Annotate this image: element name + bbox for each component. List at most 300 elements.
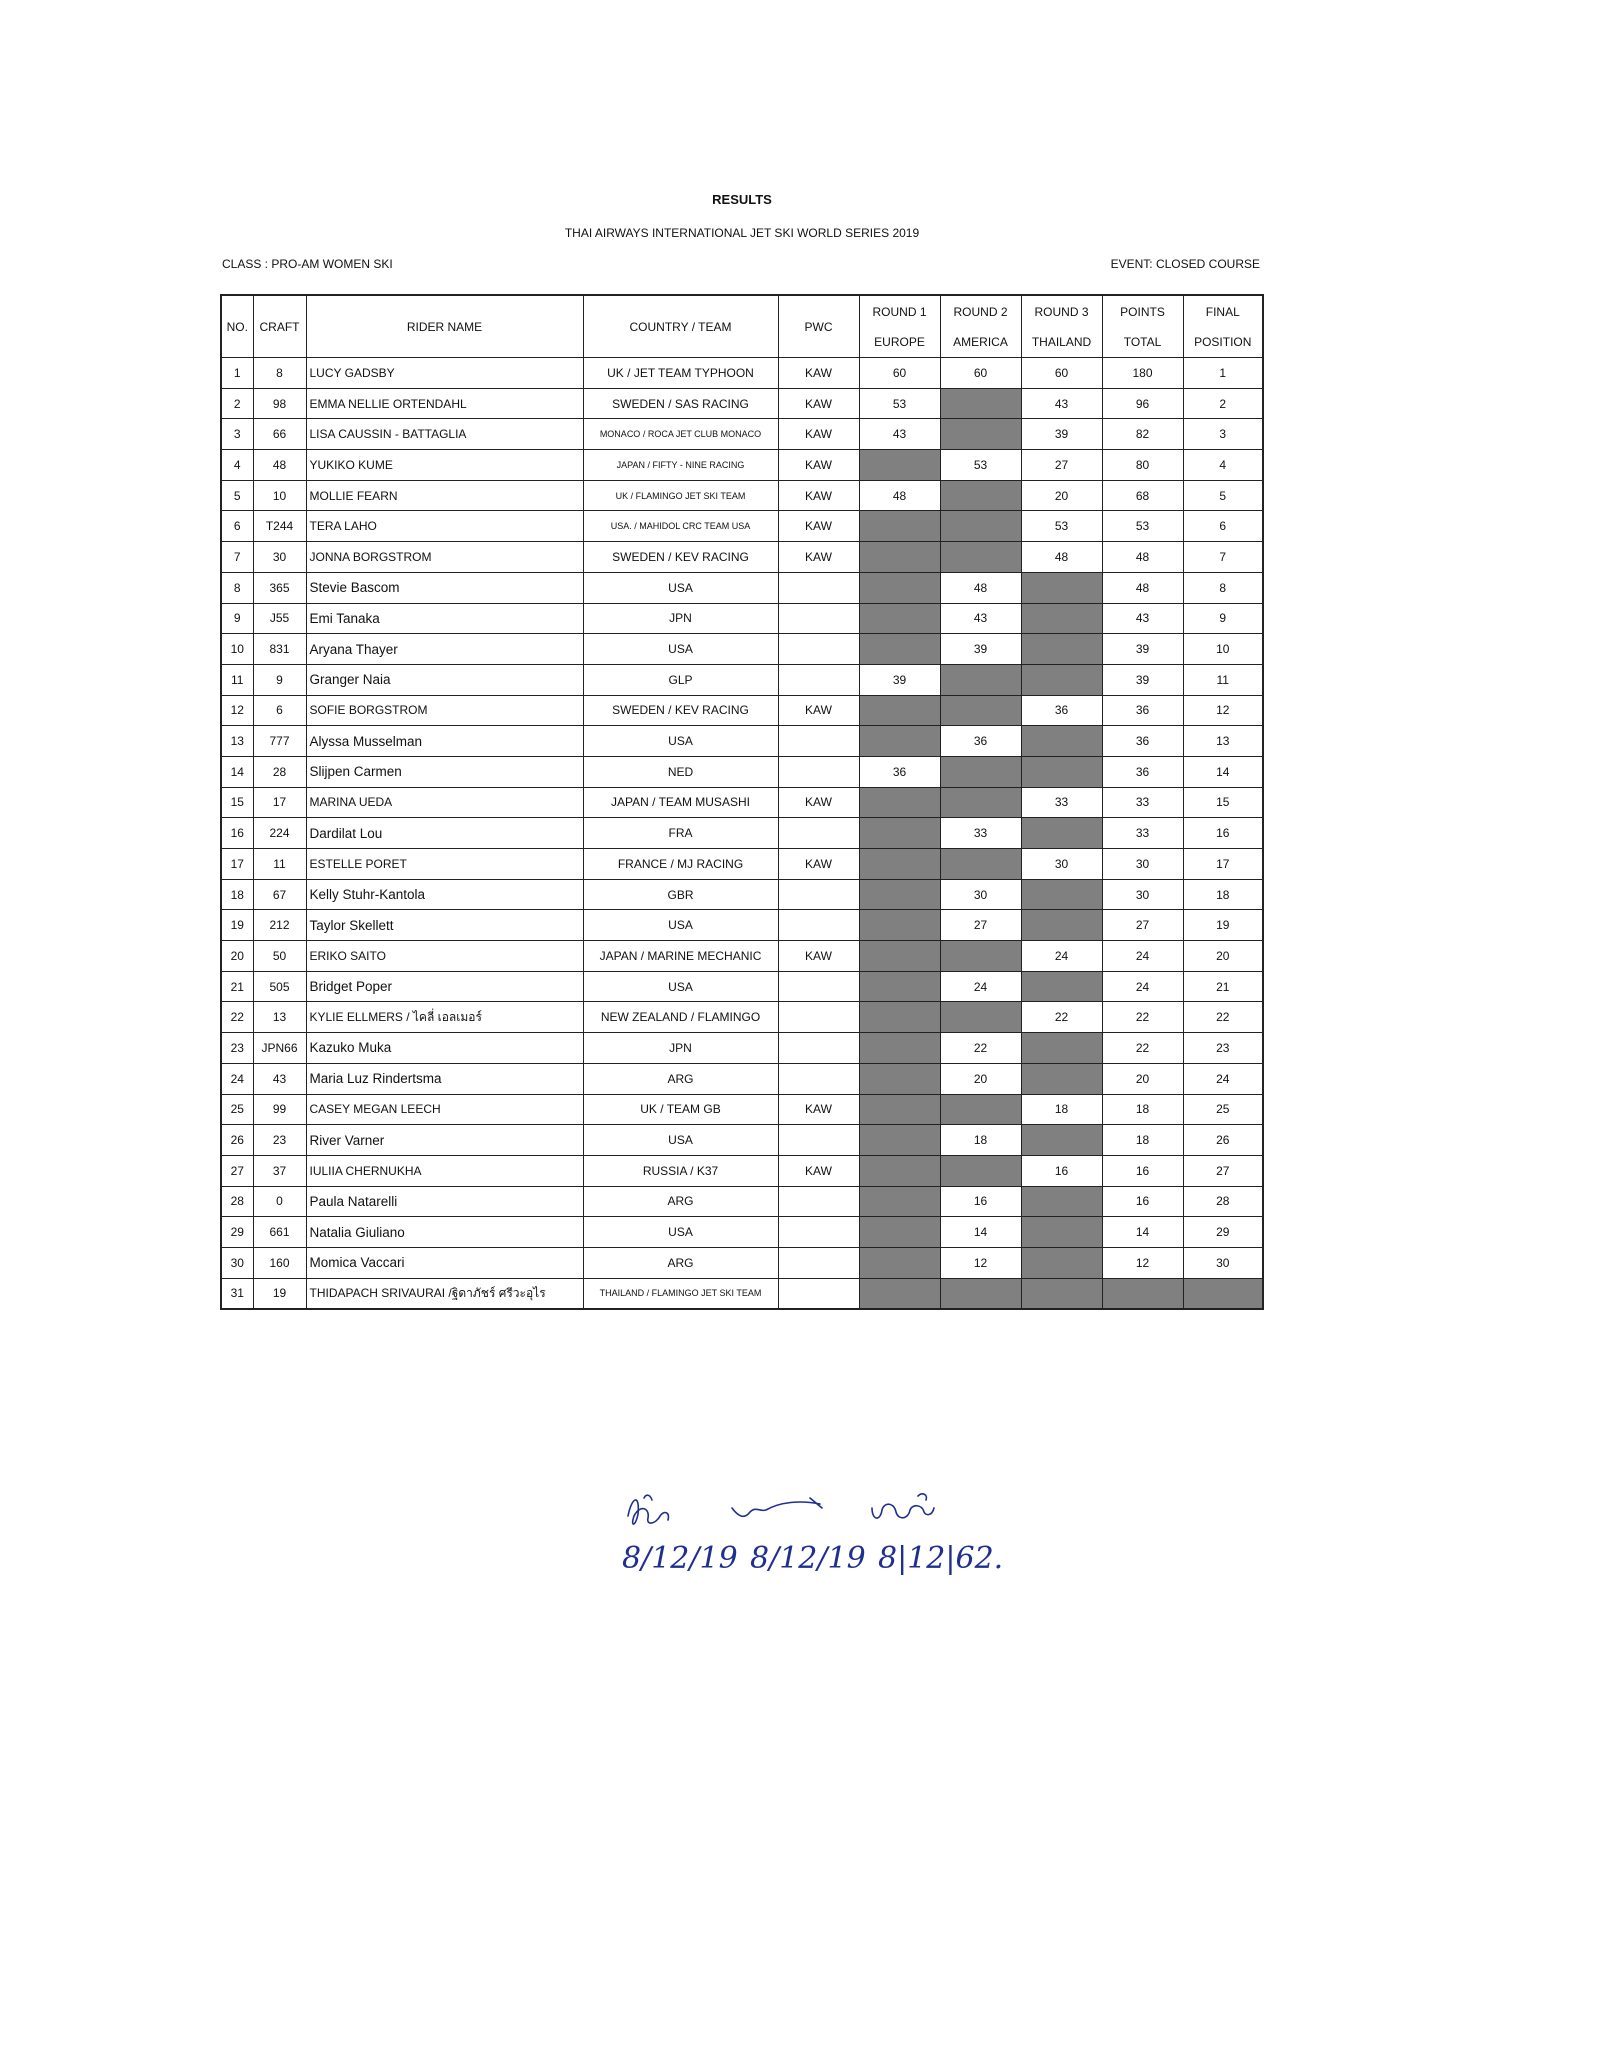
cell-final-position: 2 (1183, 388, 1263, 419)
cell-no: 7 (221, 542, 253, 573)
cell-pwc (778, 910, 859, 941)
cell-round2 (940, 695, 1021, 726)
cell-craft: 30 (253, 542, 306, 573)
table-row (221, 971, 1263, 1002)
cell-points-total: 82 (1102, 419, 1183, 450)
cell-round2: 53 (940, 450, 1021, 481)
cell-pwc: KAW (778, 358, 859, 389)
cell-rider-name: THIDAPACH SRIVAURAI /ฐิดาภัชร์ ศรีวะอุไร (306, 1278, 583, 1309)
cell-rider-name: Emi Tanaka (306, 603, 583, 634)
cell-round3: 39 (1021, 419, 1102, 450)
cell-craft: 661 (253, 1217, 306, 1248)
table-row (221, 941, 1263, 972)
cell-points-total: 20 (1102, 1063, 1183, 1094)
cell-points-total: 36 (1102, 726, 1183, 757)
cell-round3 (1021, 664, 1102, 695)
cell-no: 23 (221, 1033, 253, 1064)
cell-points-total: 80 (1102, 450, 1183, 481)
header-round3-label: ROUND 3 (1034, 304, 1089, 319)
cell-points-total: 53 (1102, 511, 1183, 542)
cell-craft: T244 (253, 511, 306, 542)
cell-points-total: 33 (1102, 818, 1183, 849)
cell-country-team: SWEDEN / SAS RACING (583, 388, 778, 419)
cell-rider-name: Dardilat Lou (306, 818, 583, 849)
cell-points-total: 22 (1102, 1002, 1183, 1033)
cell-country-team: USA (583, 971, 778, 1002)
cell-points-total: 180 (1102, 358, 1183, 389)
cell-no: 24 (221, 1063, 253, 1094)
cell-round3 (1021, 818, 1102, 849)
cell-country-team: ARG (583, 1247, 778, 1278)
cell-pwc (778, 1063, 859, 1094)
cell-round2 (940, 664, 1021, 695)
cell-country-team: RUSSIA / K37 (583, 1155, 778, 1186)
cell-points-total: 24 (1102, 941, 1183, 972)
cell-country-team: JAPAN / TEAM MUSASHI (583, 787, 778, 818)
table-row (221, 910, 1263, 941)
cell-pwc: KAW (778, 450, 859, 481)
cell-final-position: 4 (1183, 450, 1263, 481)
cell-craft: 6 (253, 695, 306, 726)
cell-round3 (1021, 1063, 1102, 1094)
signature-date-1: 8/12/19 (622, 1541, 738, 1576)
cell-craft: 8 (253, 358, 306, 389)
cell-rider-name: TERA LAHO (306, 511, 583, 542)
cell-craft: 37 (253, 1155, 306, 1186)
cell-rider-name: River Varner (306, 1125, 583, 1156)
cell-round3 (1021, 634, 1102, 665)
cell-round1 (859, 879, 940, 910)
cell-round1: 39 (859, 664, 940, 695)
cell-no: 10 (221, 634, 253, 665)
cell-no: 6 (221, 511, 253, 542)
cell-craft: 13 (253, 1002, 306, 1033)
cell-round2: 48 (940, 572, 1021, 603)
cell-round3 (1021, 910, 1102, 941)
cell-points-total: 43 (1102, 603, 1183, 634)
handwritten-signatures (610, 1486, 1030, 1586)
table-row (221, 1125, 1263, 1156)
cell-round3: 24 (1021, 941, 1102, 972)
cell-round1 (859, 1125, 940, 1156)
cell-no: 13 (221, 726, 253, 757)
cell-rider-name: KYLIE ELLMERS / ไคลี่ เอลเมอร์ (306, 1002, 583, 1033)
cell-round1 (859, 1063, 940, 1094)
header-no: NO. (221, 295, 253, 358)
cell-craft: 98 (253, 388, 306, 419)
cell-round3: 53 (1021, 511, 1102, 542)
table-row (221, 664, 1263, 695)
cell-pwc: KAW (778, 419, 859, 450)
cell-round2 (940, 1278, 1021, 1309)
table-row (221, 1186, 1263, 1217)
cell-no: 8 (221, 572, 253, 603)
cell-round2 (940, 388, 1021, 419)
header-row (221, 295, 1263, 358)
cell-points-total: 12 (1102, 1247, 1183, 1278)
cell-pwc: KAW (778, 695, 859, 726)
cell-pwc (778, 572, 859, 603)
cell-round3: 33 (1021, 787, 1102, 818)
cell-no: 29 (221, 1217, 253, 1248)
cell-craft: 28 (253, 756, 306, 787)
cell-pwc (778, 971, 859, 1002)
cell-round3: 27 (1021, 450, 1102, 481)
cell-round3: 48 (1021, 542, 1102, 573)
cell-country-team: USA (583, 634, 778, 665)
header-rider-name: RIDER NAME (306, 295, 583, 358)
cell-final-position: 19 (1183, 910, 1263, 941)
header-country-team: COUNTRY / TEAM (583, 295, 778, 358)
cell-round1 (859, 572, 940, 603)
cell-craft: 50 (253, 941, 306, 972)
table-row (221, 511, 1263, 542)
cell-country-team: THAILAND / FLAMINGO JET SKI TEAM (583, 1278, 778, 1309)
cell-craft: 67 (253, 879, 306, 910)
cell-craft: J55 (253, 603, 306, 634)
cell-craft: 9 (253, 664, 306, 695)
cell-round1 (859, 1033, 940, 1064)
cell-country-team: USA. / MAHIDOL CRC TEAM USA (583, 511, 778, 542)
cell-final-position: 22 (1183, 1002, 1263, 1033)
cell-craft: JPN66 (253, 1033, 306, 1064)
cell-round3 (1021, 1186, 1102, 1217)
cell-round2: 60 (940, 358, 1021, 389)
cell-round1 (859, 450, 940, 481)
cell-pwc: KAW (778, 849, 859, 880)
cell-no: 9 (221, 603, 253, 634)
cell-pwc (778, 1125, 859, 1156)
cell-rider-name: Momica Vaccari (306, 1247, 583, 1278)
cell-final-position: 25 (1183, 1094, 1263, 1125)
cell-country-team: SWEDEN / KEV RACING (583, 542, 778, 573)
cell-round1 (859, 910, 940, 941)
cell-country-team: NED (583, 756, 778, 787)
table-row (221, 1155, 1263, 1186)
cell-round1 (859, 511, 940, 542)
cell-round3: 16 (1021, 1155, 1102, 1186)
cell-no: 22 (221, 1002, 253, 1033)
cell-craft: 505 (253, 971, 306, 1002)
cell-pwc (778, 756, 859, 787)
cell-country-team: UK / FLAMINGO JET SKI TEAM (583, 480, 778, 511)
cell-country-team: GLP (583, 664, 778, 695)
cell-round1: 43 (859, 419, 940, 450)
cell-points-total: 36 (1102, 756, 1183, 787)
cell-craft: 48 (253, 450, 306, 481)
cell-pwc (778, 879, 859, 910)
cell-pwc (778, 664, 859, 695)
cell-round3 (1021, 879, 1102, 910)
cell-rider-name: JONNA BORGSTROM (306, 542, 583, 573)
cell-points-total: 27 (1102, 910, 1183, 941)
cell-points-total: 24 (1102, 971, 1183, 1002)
cell-round2 (940, 1155, 1021, 1186)
cell-pwc: KAW (778, 1094, 859, 1125)
cell-country-team: FRANCE / MJ RACING (583, 849, 778, 880)
cell-round3 (1021, 971, 1102, 1002)
cell-round2: 43 (940, 603, 1021, 634)
cell-rider-name: Slijpen Carmen (306, 756, 583, 787)
cell-round2: 22 (940, 1033, 1021, 1064)
cell-final-position: 28 (1183, 1186, 1263, 1217)
header-round3 (1021, 295, 1102, 358)
cell-pwc (778, 1278, 859, 1309)
cell-round3 (1021, 1247, 1102, 1278)
cell-no: 2 (221, 388, 253, 419)
cell-no: 5 (221, 480, 253, 511)
cell-round2 (940, 1094, 1021, 1125)
header-points-label: POINTS (1120, 304, 1165, 319)
cell-no: 19 (221, 910, 253, 941)
cell-rider-name: Aryana Thayer (306, 634, 583, 665)
cell-country-team: SWEDEN / KEV RACING (583, 695, 778, 726)
table-row (221, 1217, 1263, 1248)
cell-round2: 20 (940, 1063, 1021, 1094)
cell-round2 (940, 1002, 1021, 1033)
cell-round2: 18 (940, 1125, 1021, 1156)
cell-round3: 30 (1021, 849, 1102, 880)
cell-country-team: GBR (583, 879, 778, 910)
cell-pwc (778, 1033, 859, 1064)
cell-round1 (859, 1186, 940, 1217)
cell-craft: 160 (253, 1247, 306, 1278)
cell-no: 27 (221, 1155, 253, 1186)
header-craft: CRAFT (253, 295, 306, 358)
cell-points-total: 39 (1102, 664, 1183, 695)
table-row (221, 879, 1263, 910)
cell-craft: 0 (253, 1186, 306, 1217)
cell-pwc (778, 1186, 859, 1217)
cell-pwc: KAW (778, 542, 859, 573)
cell-round2: 30 (940, 879, 1021, 910)
cell-pwc (778, 603, 859, 634)
cell-round1 (859, 818, 940, 849)
cell-country-team: JAPAN / FIFTY - NINE RACING (583, 450, 778, 481)
header-points-total (1102, 295, 1183, 358)
table-row (221, 572, 1263, 603)
cell-points-total: 30 (1102, 879, 1183, 910)
cell-round2 (940, 480, 1021, 511)
table-row (221, 480, 1263, 511)
cell-final-position: 24 (1183, 1063, 1263, 1094)
cell-round1 (859, 603, 940, 634)
cell-points-total: 39 (1102, 634, 1183, 665)
cell-pwc (778, 1217, 859, 1248)
cell-round3 (1021, 572, 1102, 603)
cell-final-position: 26 (1183, 1125, 1263, 1156)
header-round1-location: EUROPE (874, 334, 925, 349)
cell-round1 (859, 941, 940, 972)
cell-rider-name: MARINA UEDA (306, 787, 583, 818)
cell-round1 (859, 695, 940, 726)
cell-no: 20 (221, 941, 253, 972)
cell-pwc (778, 1002, 859, 1033)
cell-points-total: 48 (1102, 572, 1183, 603)
cell-points-total: 18 (1102, 1125, 1183, 1156)
cell-final-position (1183, 1278, 1263, 1309)
cell-round1 (859, 634, 940, 665)
table-row (221, 603, 1263, 634)
cell-pwc (778, 818, 859, 849)
cell-rider-name: Maria Luz Rindertsma (306, 1063, 583, 1094)
cell-country-team: FRA (583, 818, 778, 849)
table-row (221, 358, 1263, 389)
cell-round2: 39 (940, 634, 1021, 665)
cell-no: 17 (221, 849, 253, 880)
cell-rider-name: Granger Naia (306, 664, 583, 695)
cell-craft: 365 (253, 572, 306, 603)
cell-no: 18 (221, 879, 253, 910)
cell-round3 (1021, 1217, 1102, 1248)
cell-round1 (859, 1278, 940, 1309)
cell-country-team: JPN (583, 603, 778, 634)
cell-final-position: 5 (1183, 480, 1263, 511)
cell-final-position: 14 (1183, 756, 1263, 787)
table-row (221, 542, 1263, 573)
cell-round3: 43 (1021, 388, 1102, 419)
cell-no: 15 (221, 787, 253, 818)
cell-round1 (859, 787, 940, 818)
cell-points-total (1102, 1278, 1183, 1309)
cell-pwc: KAW (778, 480, 859, 511)
cell-points-total: 16 (1102, 1186, 1183, 1217)
table-row (221, 1278, 1263, 1309)
cell-country-team: MONACO / ROCA JET CLUB MONACO (583, 419, 778, 450)
cell-pwc: KAW (778, 787, 859, 818)
signature-date-2: 8/12/19 (750, 1541, 866, 1576)
cell-final-position: 6 (1183, 511, 1263, 542)
cell-round1: 53 (859, 388, 940, 419)
cell-no: 30 (221, 1247, 253, 1278)
cell-no: 25 (221, 1094, 253, 1125)
cell-points-total: 68 (1102, 480, 1183, 511)
cell-round3 (1021, 603, 1102, 634)
cell-points-total: 36 (1102, 695, 1183, 726)
cell-round1: 60 (859, 358, 940, 389)
table-row (221, 634, 1263, 665)
cell-final-position: 30 (1183, 1247, 1263, 1278)
cell-pwc (778, 634, 859, 665)
cell-country-team: JPN (583, 1033, 778, 1064)
cell-craft: 23 (253, 1125, 306, 1156)
cell-round3: 18 (1021, 1094, 1102, 1125)
cell-rider-name: LISA CAUSSIN - BATTAGLIA (306, 419, 583, 450)
table-row (221, 450, 1263, 481)
cell-rider-name: SOFIE BORGSTROM (306, 695, 583, 726)
cell-final-position: 3 (1183, 419, 1263, 450)
cell-points-total: 18 (1102, 1094, 1183, 1125)
cell-round1: 36 (859, 756, 940, 787)
cell-round2: 14 (940, 1217, 1021, 1248)
cell-final-position: 23 (1183, 1033, 1263, 1064)
cell-country-team: ARG (583, 1063, 778, 1094)
cell-craft: 99 (253, 1094, 306, 1125)
cell-country-team: USA (583, 1217, 778, 1248)
cell-round2 (940, 941, 1021, 972)
cell-final-position: 27 (1183, 1155, 1263, 1186)
cell-final-position: 21 (1183, 971, 1263, 1002)
cell-no: 31 (221, 1278, 253, 1309)
cell-round1 (859, 1155, 940, 1186)
cell-pwc: KAW (778, 511, 859, 542)
cell-round3: 20 (1021, 480, 1102, 511)
header-round1 (859, 295, 940, 358)
table-row (221, 849, 1263, 880)
cell-country-team: USA (583, 572, 778, 603)
cell-rider-name: Stevie Bascom (306, 572, 583, 603)
cell-round3 (1021, 1125, 1102, 1156)
table-row (221, 1002, 1263, 1033)
cell-country-team: UK / JET TEAM TYPHOON (583, 358, 778, 389)
results-table (220, 294, 1264, 1310)
signature-date-3: 8|12|62. (878, 1541, 1004, 1576)
cell-no: 12 (221, 695, 253, 726)
cell-pwc (778, 1247, 859, 1278)
cell-rider-name: Kelly Stuhr-Kantola (306, 879, 583, 910)
cell-round1 (859, 971, 940, 1002)
cell-round2: 27 (940, 910, 1021, 941)
header-round2-location: AMERICA (953, 334, 1008, 349)
cell-round2: 24 (940, 971, 1021, 1002)
table-row (221, 1063, 1263, 1094)
signature-area (610, 1486, 1030, 1586)
cell-country-team: USA (583, 726, 778, 757)
cell-points-total: 22 (1102, 1033, 1183, 1064)
table-row (221, 419, 1263, 450)
cell-rider-name: ESTELLE PORET (306, 849, 583, 880)
cell-rider-name: YUKIKO KUME (306, 450, 583, 481)
cell-points-total: 48 (1102, 542, 1183, 573)
cell-round3 (1021, 1033, 1102, 1064)
cell-no: 28 (221, 1186, 253, 1217)
cell-rider-name: MOLLIE FEARN (306, 480, 583, 511)
cell-final-position: 18 (1183, 879, 1263, 910)
cell-craft: 66 (253, 419, 306, 450)
cell-rider-name: Natalia Giuliano (306, 1217, 583, 1248)
cell-country-team: NEW ZEALAND / FLAMINGO (583, 1002, 778, 1033)
cell-final-position: 11 (1183, 664, 1263, 695)
cell-round1 (859, 542, 940, 573)
cell-rider-name: Bridget Poper (306, 971, 583, 1002)
header-final-label: FINAL (1205, 304, 1240, 319)
cell-round1 (859, 726, 940, 757)
cell-no: 3 (221, 419, 253, 450)
cell-pwc: KAW (778, 1155, 859, 1186)
cell-final-position: 13 (1183, 726, 1263, 757)
header-position-label: POSITION (1194, 334, 1252, 349)
cell-pwc: KAW (778, 941, 859, 972)
cell-pwc: KAW (778, 388, 859, 419)
header-round1-label: ROUND 1 (872, 304, 927, 319)
cell-round2 (940, 849, 1021, 880)
cell-country-team: USA (583, 1125, 778, 1156)
table-row (221, 726, 1263, 757)
cell-round1 (859, 1247, 940, 1278)
table-row (221, 1247, 1263, 1278)
table-row (221, 1094, 1263, 1125)
cell-round1 (859, 1002, 940, 1033)
header-pwc: PWC (778, 295, 859, 358)
cell-round2 (940, 511, 1021, 542)
table-row (221, 695, 1263, 726)
cell-round3 (1021, 756, 1102, 787)
cell-round3 (1021, 1278, 1102, 1309)
cell-craft: 11 (253, 849, 306, 880)
cell-points-total: 33 (1102, 787, 1183, 818)
table-row (221, 818, 1263, 849)
cell-final-position: 9 (1183, 603, 1263, 634)
